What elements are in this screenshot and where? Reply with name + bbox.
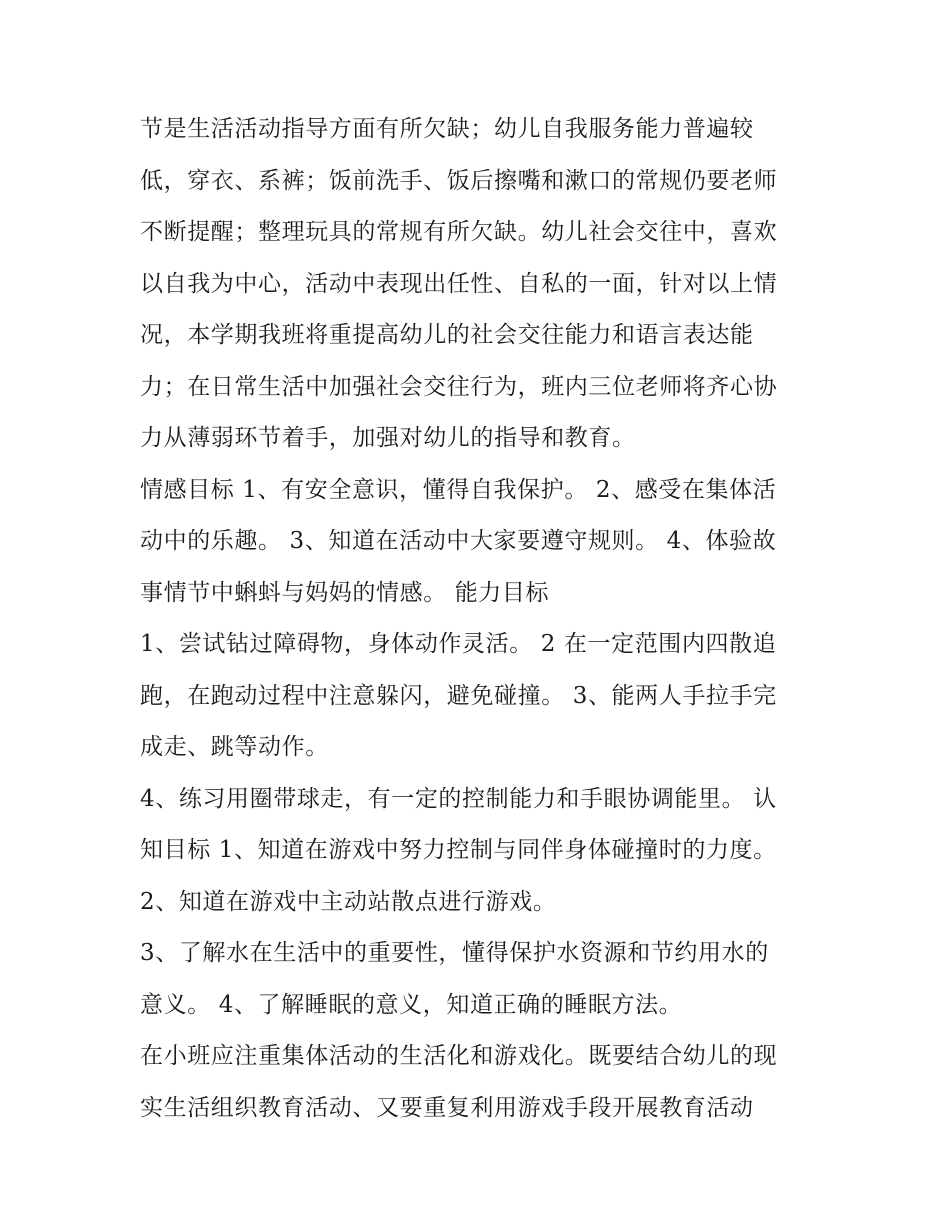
text-line: 1、尝试钻过障碍物，身体动作灵活。 2 在一定范围内四散追 [140,631,777,657]
document-body [140,104,820,1134]
text-line: 动中的乐趣。 3、知道在活动中大家要遵守规则。 4、体验故 [140,528,777,554]
text-line: 3、了解水在生活中的重要性，懂得保护水资源和节约用水的 [140,940,769,966]
text-line: 跑，在跑动过程中注意躲闪，避免碰撞。 3、能两人手拉手完 [140,682,777,709]
text-line: 情感目标 1、有安全意识，懂得自我保护。 2、感受在集体活 [140,476,777,503]
text-line: 力；在日常生活中加强社会交往行为，班内三位老师将齐心协 [140,373,778,400]
text-line: 意义。 4、了解睡眠的意义，知道正确的睡眠方法。 [140,991,683,1018]
text-line: 知目标 1、知道在游戏中努力控制与同伴身体碰撞时的力度。 [140,837,777,863]
text-line: 成走、跳等动作。 [140,734,329,760]
text-line: 实生活组织教育活动、又要重复利用游戏手段开展教育活动 [140,1094,754,1121]
text-line: 4、练习用圈带球走，有一定的控制能力和手眼协调能里。 认 [140,785,777,812]
text-line: 低，穿衣、系裤；饭前洗手、饭后擦嘴和漱口的常规仍要老师 [140,167,778,194]
text-line: 2、知道在游戏中主动站散点进行游戏。 [140,888,557,915]
text-line: 在小班应注重集体活动的生活化和游戏化。既要结合幼儿的现 [140,1043,778,1069]
text-line: 况，本学期我班将重提高幼儿的社会交往能力和语言表达能 [140,322,754,348]
text-line: 以自我为中心，活动中表现出任性、自私的一面，针对以上情 [140,270,778,297]
text-line: 不断提醒；整理玩具的常规有所欠缺。幼儿社会交往中，喜欢 [140,219,778,245]
text-line: 力从薄弱环节着手，加强对幼儿的指导和教育。 [140,425,636,451]
text-line: 事情节中蝌蚪与妈妈的情感。 能力目标 [140,579,550,606]
text-line: 节是生活活动指导方面有所欠缺；幼儿自我服务能力普遍较 [140,116,754,142]
